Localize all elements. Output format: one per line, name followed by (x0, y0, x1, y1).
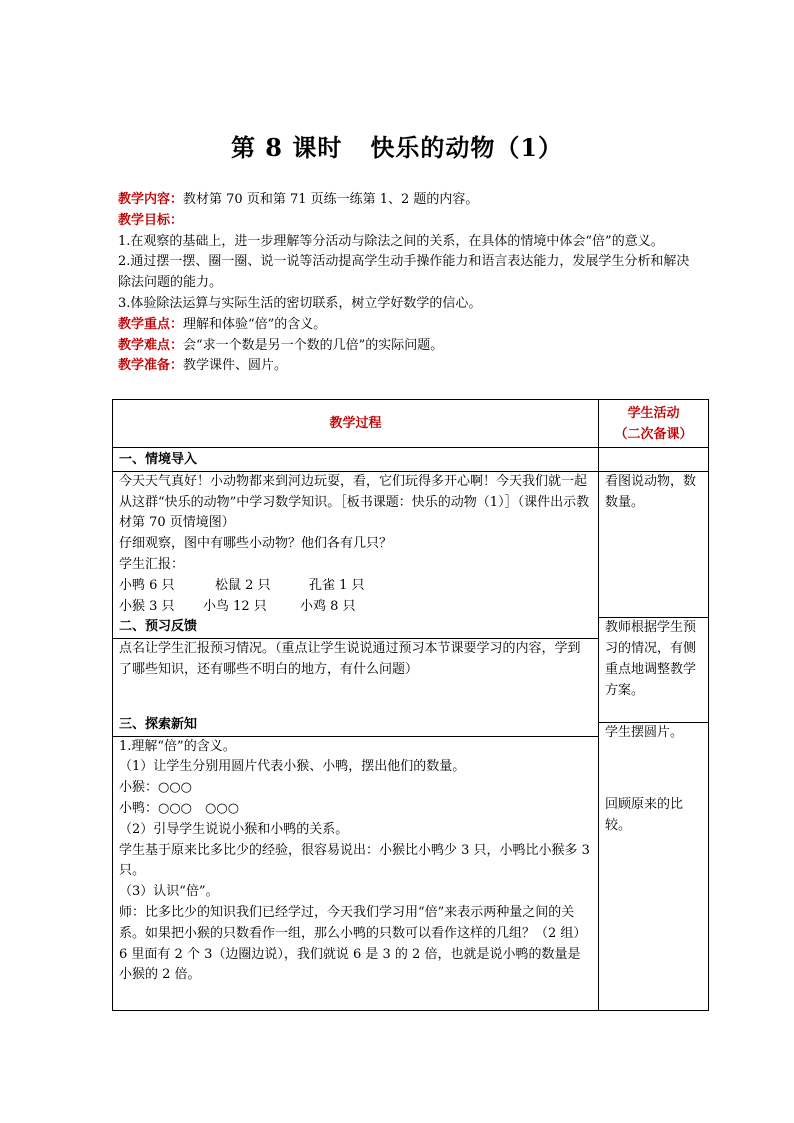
s3-step-1: （1）让学生分别用圆片代表小猴、小鸭，摆出他们的数量。 (119, 759, 466, 775)
s3-monkeys: 小猴：○○○ (119, 780, 193, 796)
s1-animals-row-2: 小猴 3 只 小鸟 12 只 小鸡 8 只 (119, 598, 356, 614)
activity-3: 学生摆圆片。 (605, 724, 684, 740)
header-teaching-process: 教学过程 (113, 400, 599, 448)
teaching-preparation: 教学准备：教学课件、圆片。 (118, 358, 288, 374)
activity-1: 看图说动物，数数量。 (605, 473, 697, 510)
teaching-content: 教学内容：教材第 70 页和第 71 页练一练第 1、2 题的内容。 (118, 192, 479, 207)
s3-compare: 学生基于原来比多比少的经验，很容易说出：小猴比小鸭少 3 只，小鸭比小猴多 3 只。 (119, 842, 590, 879)
s3-step-2: （2）引导学生说说小猴和小鸭的关系。 (119, 821, 349, 837)
s1-question: 仔细观察，图中有哪些小动物？他们各有几只？ (119, 536, 393, 552)
teaching-process-cell (113, 448, 599, 1011)
header-student-activity: 学生活动 （二次备课） (599, 400, 709, 448)
lesson-table (112, 399, 709, 1011)
table-header-row (113, 400, 709, 448)
s1-intro: 今天天气真好！小动物都来到河边玩耍，看，它们玩得多开心啊！今天我们就一起从这群“快乐的动物”中学习数学知识。［板书课题：快乐的动物（1）］（课件出示教材第 70 页情境图） (119, 473, 590, 531)
teaching-goals-label: 教学目标： (118, 212, 184, 228)
s3-ducks: 小鸭：○○○ ○○○ (119, 800, 240, 816)
s3-point-1: 1.理解“倍”的含义。 (119, 738, 236, 754)
s2-text: 点名让学生汇报预习情况。（重点让学生说说通过预习本节课要学习的内容，学到了哪些知识，还有哪些不明白的地方，有什么问题） (119, 641, 581, 677)
s1-report: 学生汇报： (119, 556, 185, 572)
lesson-number: 第 8 课时 (230, 133, 343, 162)
section-2-title: 二、预习反馈 (119, 619, 198, 635)
teaching-difficulty: 教学难点：会“求一个数是另一个数的几倍”的实际问题。 (118, 337, 444, 353)
activity-2: 教师根据学生预习的情况，有侧重点地调整教学方案。 (605, 620, 697, 698)
lesson-name: 快乐的动物（1） (370, 133, 564, 162)
s3-step-3: （3）认识“倍”。 (119, 884, 219, 900)
section-1-title: 一、情境导入 (119, 452, 198, 467)
lesson-meta (118, 190, 690, 377)
section-3-title: 三、探索新知 (119, 716, 198, 732)
goal-1: 1.在观察的基础上，进一步理解等分活动与除法之间的关系，在具体的情境中体会“倍”的意义。 (118, 233, 664, 249)
student-activity-cell (599, 448, 709, 1011)
table-body-row (113, 448, 709, 1011)
s3-teacher-text: 师：比多比少的知识我们已经学过，今天我们学习用“倍”来表示两种量之间的关系。如果把小猴的只数看作一组，那么小鸭的只数可以看作这样的几组？（2 组）6 里面有 2 个 3（边圈边说），我们就说 6 是 3 的 2 倍，也就是说小鸭的数量是小猴的 2 倍。 (119, 904, 587, 983)
goal-2: 2.通过摆一摆、圈一圈、说一说等活动提高学生动手操作能力和语言表达能力，发展学生分析和解决除法问题的能力。 (118, 254, 690, 291)
s1-animals-row-1: 小鸭 6 只 松鼠 2 只 孔雀 1 只 (119, 577, 365, 593)
activity-4: 回顾原来的比较。 (605, 797, 684, 834)
teaching-key-point: 教学重点：理解和体验“倍”的含义。 (118, 316, 327, 332)
goal-3: 3.体验除法运算与实际生活的密切联系，树立学好数学的信心。 (118, 295, 482, 311)
page-title (0, 128, 794, 163)
